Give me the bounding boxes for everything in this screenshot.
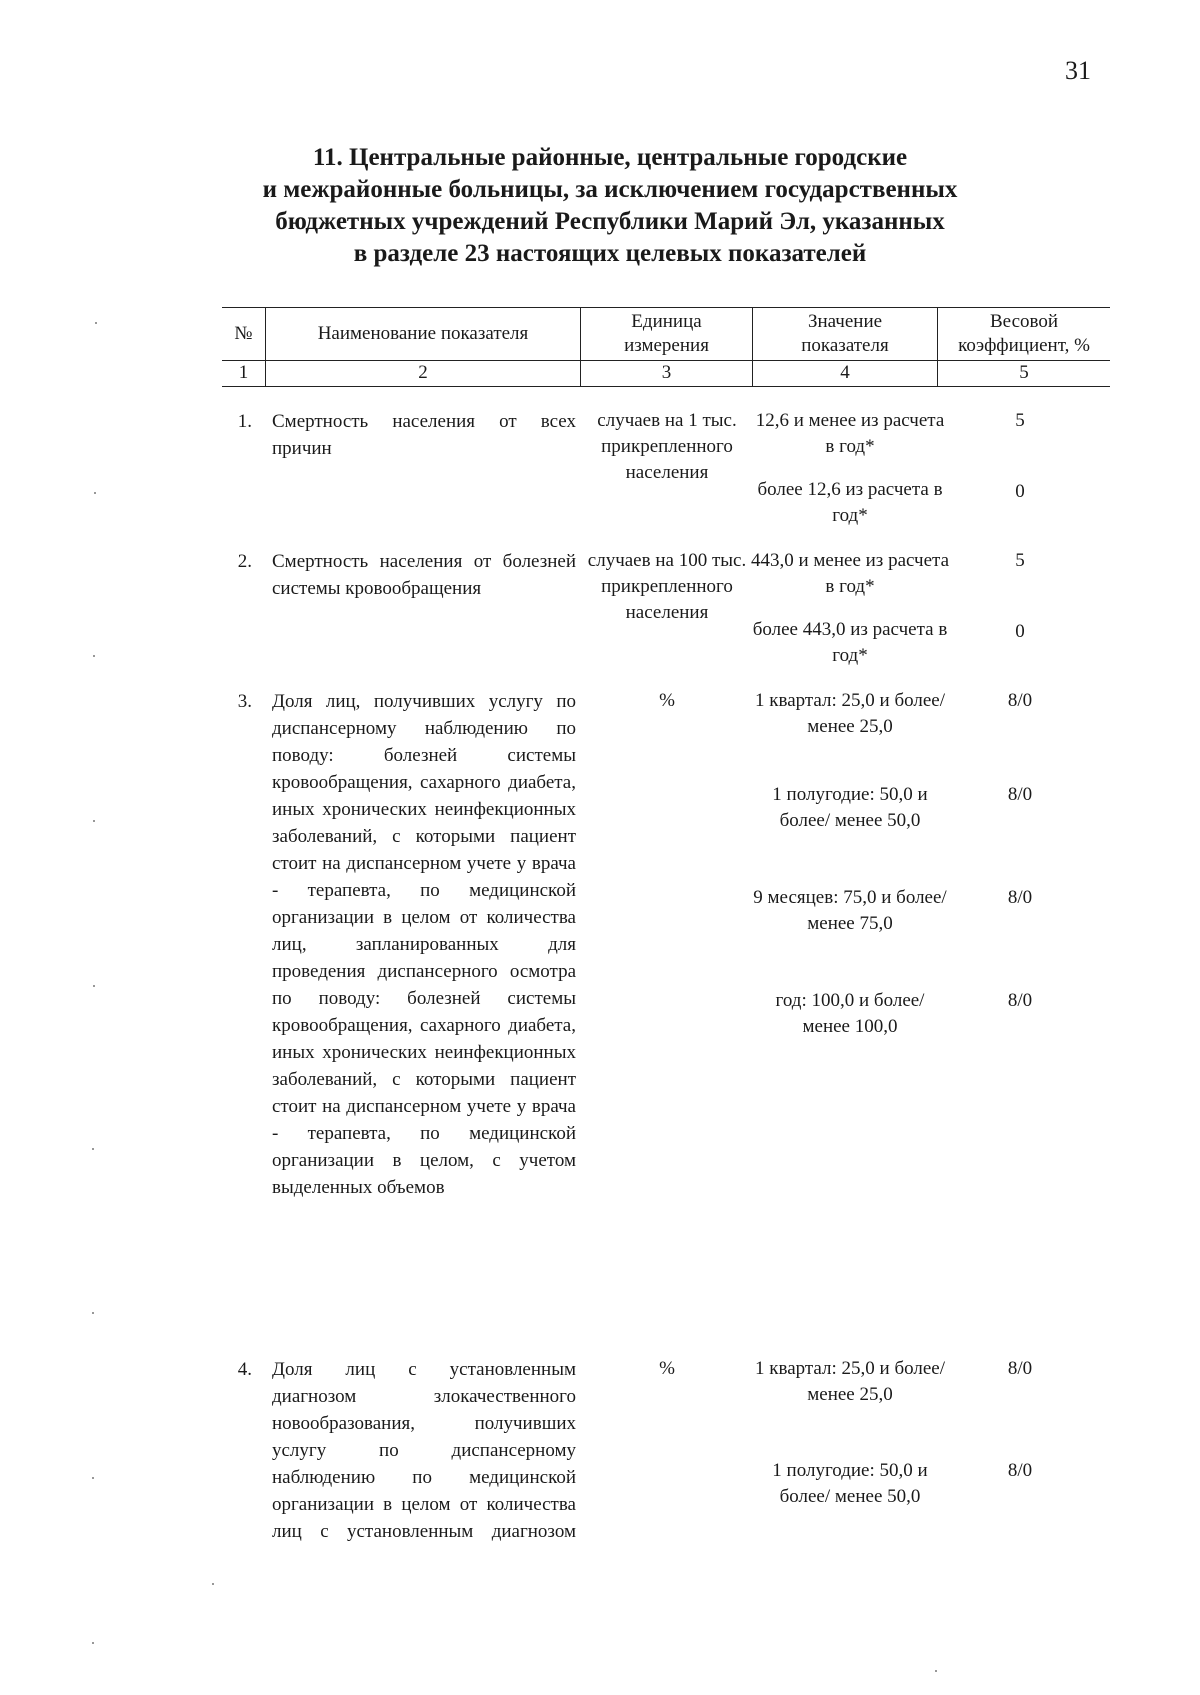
row-1-value-1: 12,6 и менее из расчета в год* — [755, 410, 945, 457]
scan-speck — [935, 1670, 937, 1672]
row-3-indicator: Доля лиц, получивших услугу по диспансерному наблюдению по поводу: болезней системы кровообращения, сахарного диабета, иных хронических неинфекционных заболеваний, с которыми пациент стоит на диспансерном учете у врача - терапевта, по медицинской организации в целом от количества лиц, запланированных для проведения диспансерного осмотра по поводу: болезней системы кровообращения, сахарного диабета, иных хронических неинфекционных заболеваний, с которыми пациент стоит на диспансерном учете у врача - терапевта, по медицинской организации в целом, с учетом выделенных объемов — [272, 691, 576, 1198]
scan-speck — [93, 985, 95, 987]
header-unit-line-2: измерения — [624, 335, 709, 356]
row-2-number: 2. — [237, 551, 252, 572]
scan-speck — [92, 1312, 94, 1314]
row-2-value-1: 443,0 и менее из расчета в год* — [750, 550, 950, 597]
column-numbers-bottom-rule — [222, 386, 1110, 387]
row-2-value-2: более 443,0 из расчета в год* — [752, 619, 948, 666]
title-line-3: бюджетных учреждений Республики Марий Эл, указанных — [275, 208, 945, 235]
header-weight-line-2: коэффициент, % — [958, 335, 1090, 356]
header-value-line-2: показателя — [801, 335, 889, 356]
header-value-line-1: Значение — [807, 311, 883, 332]
row-4-indicator: Доля лиц с установленным диагнозом злокачественного новообразования, получивших услугу по диспансерному наблюдению по медицинской организации в целом от количества лиц с установленным диагнозом — [272, 1359, 576, 1542]
scan-speck — [212, 1583, 214, 1585]
row-2-weight-2: 0 — [1015, 621, 1025, 642]
row-4-value-2: 1 полугодие: 50,0 и более/ менее 50,0 — [772, 1460, 928, 1507]
scan-speck — [94, 492, 96, 494]
row-3-weight-4: 8/0 — [1007, 990, 1033, 1011]
row-3-weight-2: 8/0 — [1007, 784, 1033, 805]
row-3-weight-3: 8/0 — [1007, 887, 1033, 908]
row-3-number: 3. — [237, 691, 252, 712]
scan-speck — [93, 820, 95, 822]
section-title — [200, 142, 1020, 270]
column-number-1: 1 — [238, 362, 249, 383]
row-3-unit: % — [659, 690, 675, 711]
row-4-unit: % — [659, 1358, 675, 1379]
column-number-5: 5 — [1019, 362, 1029, 383]
header-unit-line-1: Единица — [631, 311, 702, 332]
row-3-value-4: год: 100,0 и более/ менее 100,0 — [775, 990, 925, 1037]
header-value — [753, 310, 937, 358]
row-1-value-2: более 12,6 из расчета в год* — [757, 479, 943, 526]
scan-speck — [92, 1148, 94, 1150]
header-name: Наименование показателя — [317, 323, 529, 344]
scan-speck — [95, 322, 97, 324]
column-number-3: 3 — [661, 362, 672, 383]
row-1-weight-2: 0 — [1015, 481, 1025, 502]
column-number-2: 2 — [418, 362, 428, 383]
header-no: № — [234, 323, 253, 344]
row-1-unit: случаев на 1 тыс. прикрепленного населения — [597, 410, 737, 483]
title-line-1: 11. Центральные районные, центральные городские — [312, 144, 908, 171]
title-line-2: и межрайонные больницы, за исключением государственных — [262, 176, 958, 203]
row-2-indicator: Смертность населения от болезней системы кровообращения — [272, 551, 576, 599]
scan-speck — [92, 1642, 94, 1644]
row-4-weight-2: 8/0 — [1007, 1460, 1033, 1481]
page-number: 31 — [1065, 56, 1091, 85]
header-weight-line-1: Весовой — [989, 311, 1059, 332]
title-line-4: в разделе 23 настоящих целевых показателей — [353, 240, 867, 267]
column-number-4: 4 — [840, 362, 850, 383]
row-3-value-2: 1 полугодие: 50,0 и более/ менее 50,0 — [772, 784, 928, 831]
header-weight — [938, 310, 1110, 358]
header-unit — [581, 310, 752, 358]
row-1-indicator: Смертность населения от всех причин — [272, 411, 576, 459]
row-2-weight-1: 5 — [1015, 550, 1025, 571]
row-1-number: 1. — [237, 411, 252, 432]
row-3-weight-1: 8/0 — [1007, 690, 1033, 711]
row-3-value-3: 9 месяцев: 75,0 и более/ менее 75,0 — [753, 887, 947, 934]
scan-speck — [93, 655, 95, 657]
table-top-rule — [222, 307, 1110, 308]
scan-speck — [92, 1477, 94, 1479]
row-1-weight-1: 5 — [1015, 410, 1025, 431]
row-3-value-1: 1 квартал: 25,0 и более/ менее 25,0 — [755, 690, 945, 737]
row-4-number: 4. — [237, 1359, 252, 1380]
row-4-weight-1: 8/0 — [1007, 1358, 1033, 1379]
row-2-unit: случаев на 100 тыс. прикрепленного населения — [587, 550, 747, 623]
row-4-value-1: 1 квартал: 25,0 и более/ менее 25,0 — [755, 1358, 945, 1405]
